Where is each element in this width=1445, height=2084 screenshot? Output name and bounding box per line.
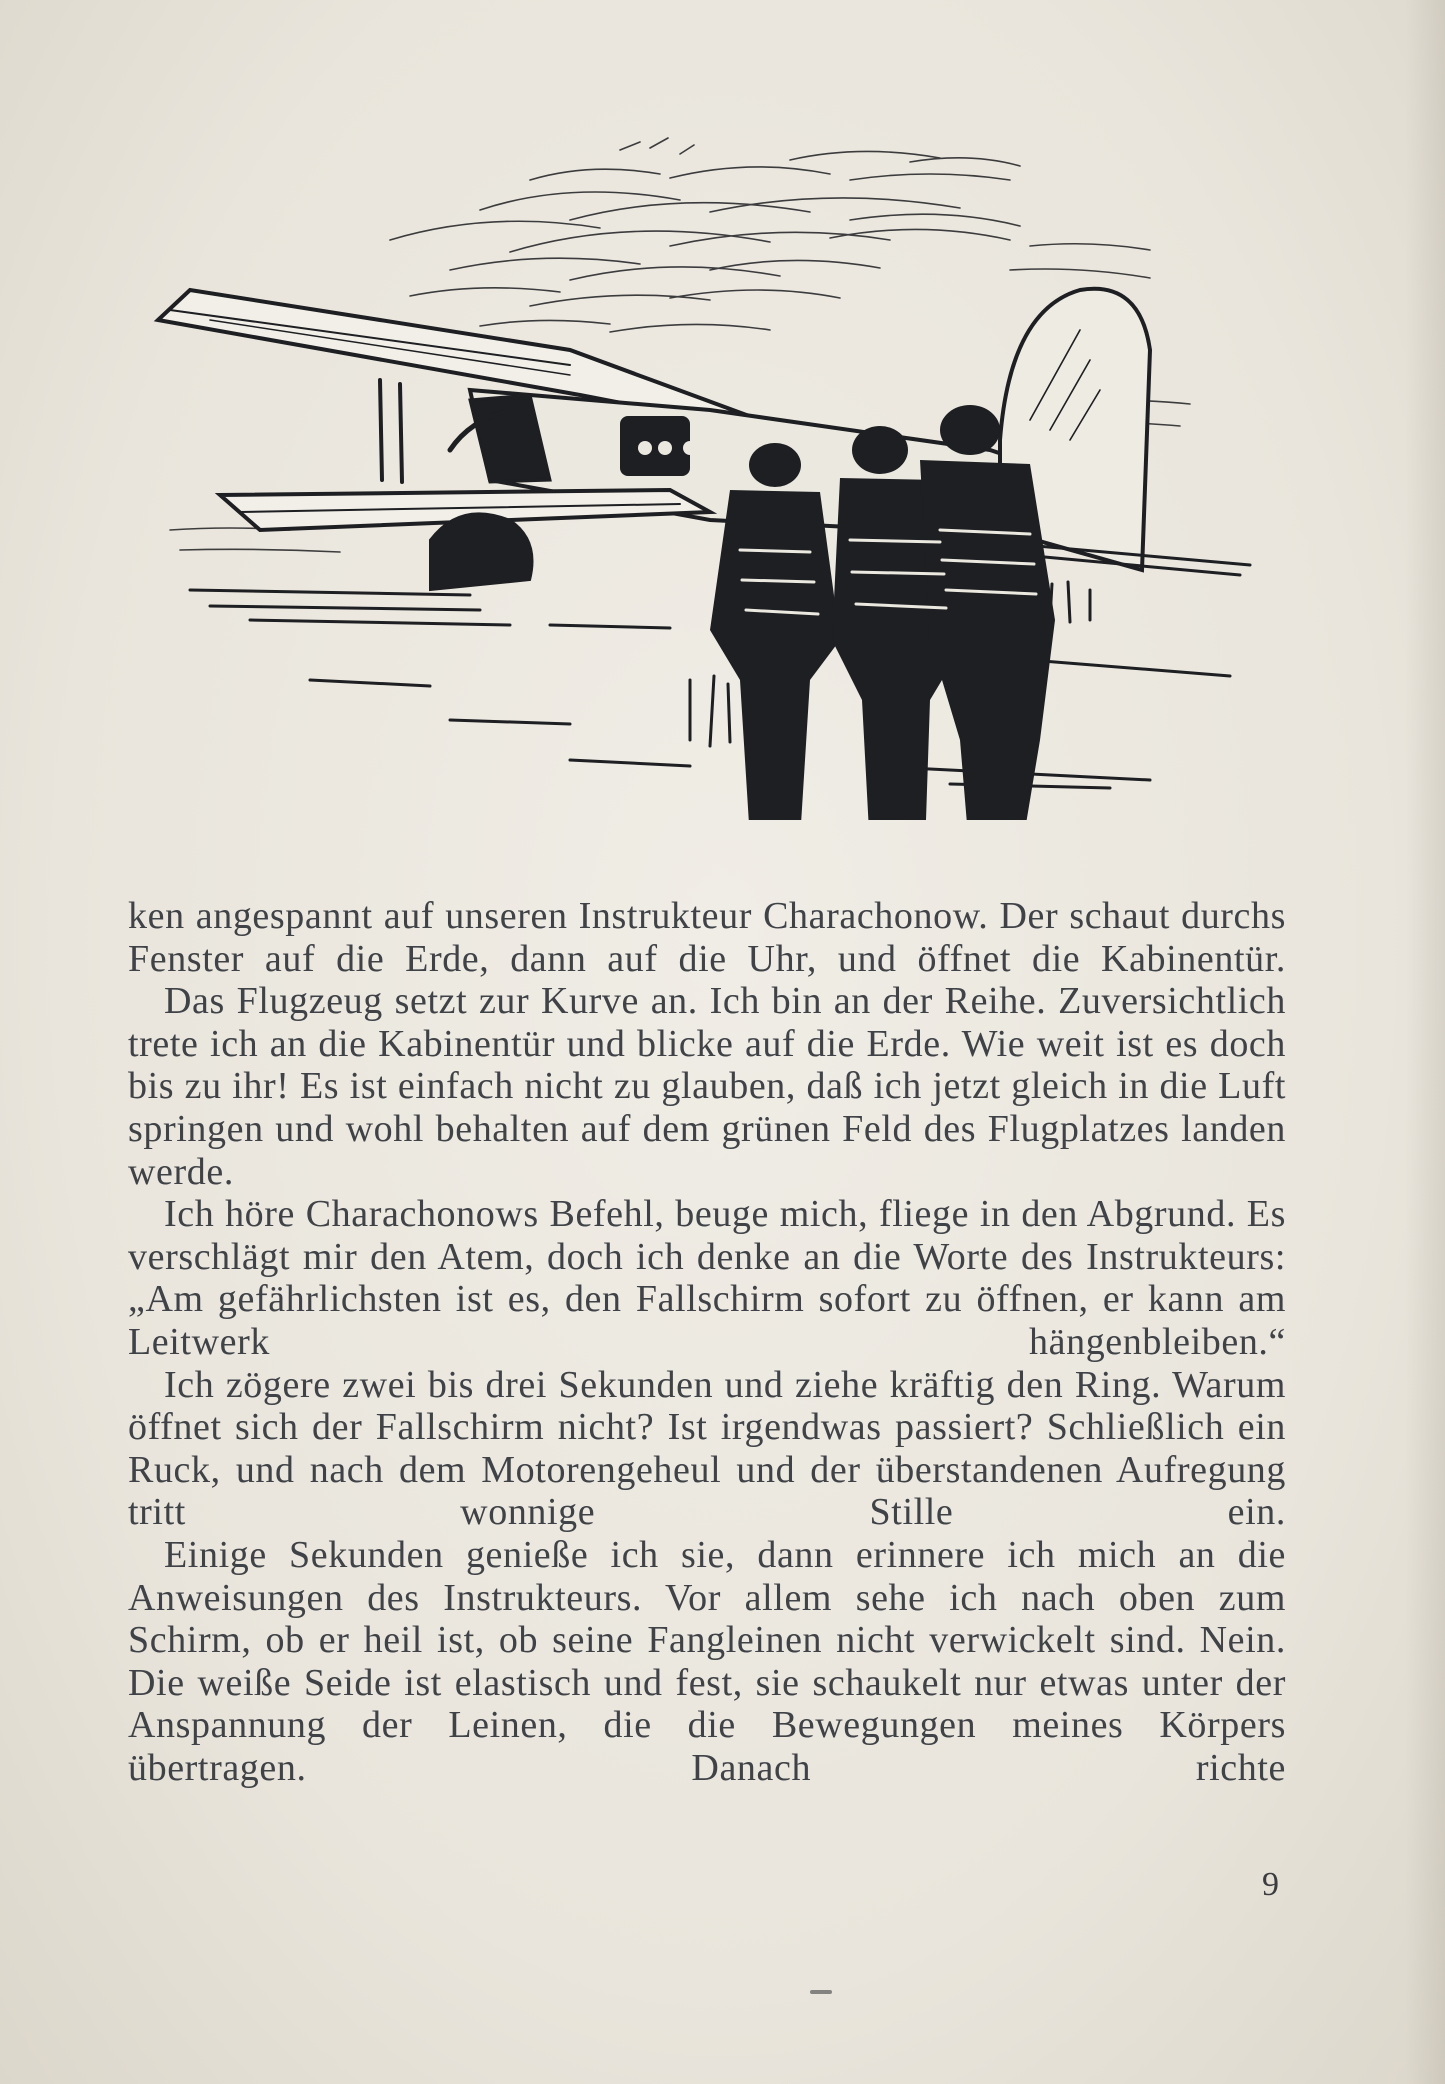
paragraph: Einige Sekunden genieße ich sie, dann erinnere ich mich an die Anweisungen des Instrukteurs. Vor allem sehe ich nach oben zum Schirm, ob er heil ist, ob seine Fangleinen nicht verwickelt sind. Nein. Die weiße Seide ist elastisch und fest, sie schaukelt nur etwas unter der Anspannung der Leinen, die die Bewegungen meines Körpers übertragen. Danach richte bbox=[128, 1533, 1286, 1789]
paragraph: Ich höre Charachonows Befehl, beuge mich, fliege in den Abgrund. Es verschlägt mir den Atem, doch ich denke an die Worte des Instrukteurs: „Am gefährlichsten ist es, den Fallschirm sofort zu öffnen, er kann am Leitwerk hängenbleiben.“ bbox=[128, 1193, 1286, 1363]
paragraph: Ich zögere zwei bis drei Sekunden und ziehe kräftig den Ring. Warum öffnet sich der Fallschirm nicht? Ist irgendwas passiert? Schließlich ein Ruck, und nach dem Motorengeheul und der überstandenen Aufregung tritt wonnige Stille ein. bbox=[128, 1363, 1286, 1534]
page-number: 9 bbox=[1262, 1866, 1279, 1903]
paragraph: ken angespannt auf unseren Instrukteur Charachonow. Der schaut durchs Fenster auf die Erde, dann auf die Uhr, und öffnet die Kabinentür. bbox=[128, 895, 1286, 980]
paragraph: Das Flugzeug setzt zur Kurve an. Ich bin an der Reihe. Zuversichtlich trete ich an die Kabinentür und blicke auf die Erde. Wie weit ist es doch bis zu ihr! Es ist einfach nicht zu glauben, daß ich jetzt gleich in die Luft springen und wohl behalten auf dem grünen Feld des Flugplatzes landen werde. bbox=[128, 980, 1286, 1193]
body-text bbox=[128, 895, 1286, 1789]
page-edge-shadow bbox=[1405, 0, 1445, 2084]
biplane-with-parachutists-illustration bbox=[150, 120, 1270, 820]
ink-smudge bbox=[810, 1990, 832, 1994]
